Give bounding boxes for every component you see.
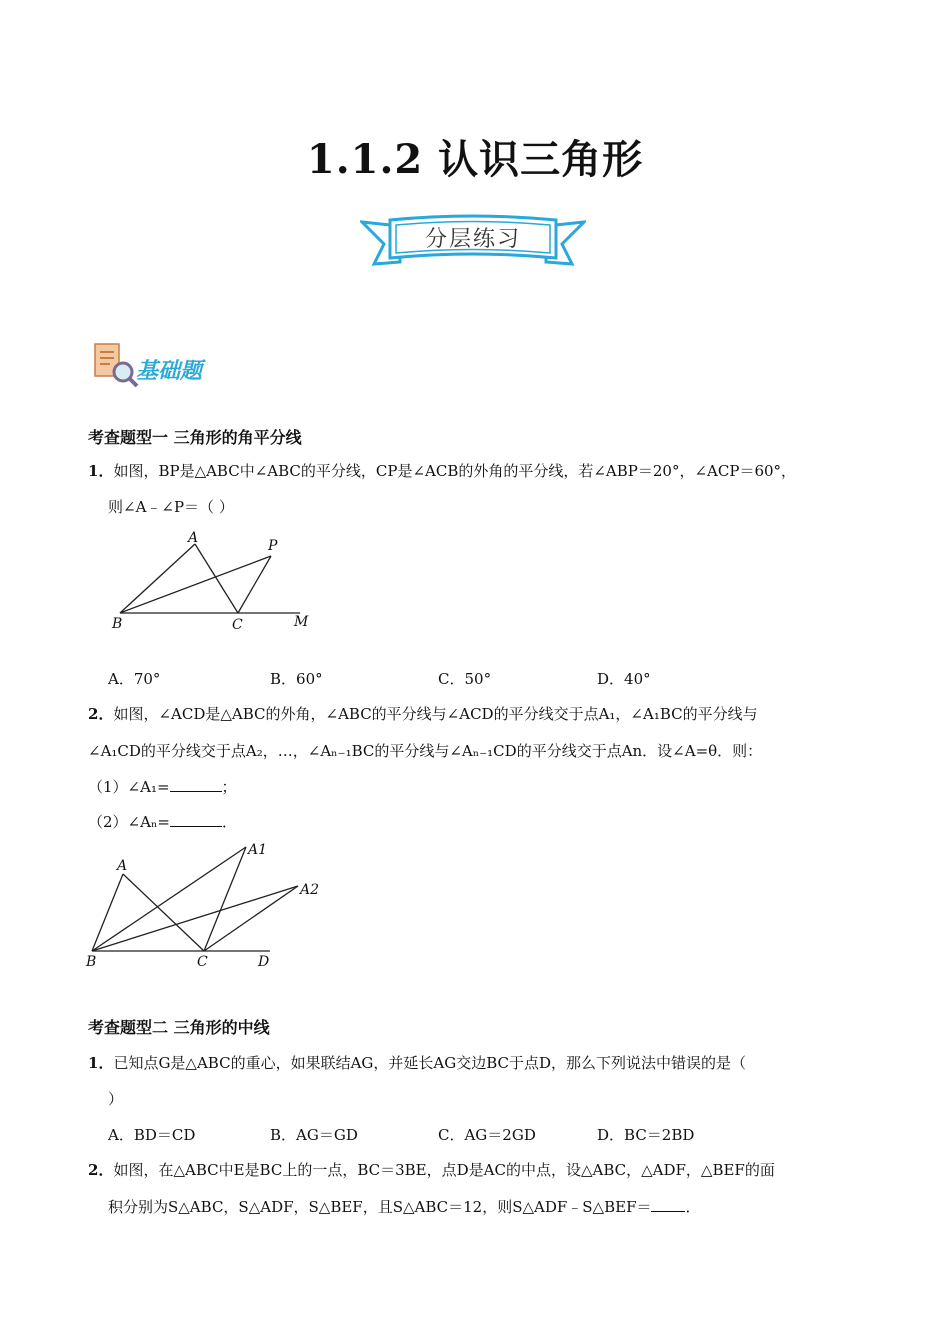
q1-option-d: D．40° (597, 670, 651, 688)
q1-label-m: M (294, 614, 309, 630)
type1-heading: 考查题型一 三角形的角平分线 (88, 428, 302, 447)
q1-label-c: C (232, 617, 243, 633)
q2-line2: ∠A₁CD的平分线交于点A₂，…，∠Aₙ₋₁BC的平分线与∠Aₙ₋₁CD的平分线交于点An．设∠A=θ．则： (88, 742, 763, 760)
t2-q1-option-b: B．AG＝GD (270, 1126, 358, 1144)
q2-label-d: D (258, 954, 270, 970)
q2-sub1: （1）∠A₁= ； (88, 778, 237, 796)
q2-label-b: B (86, 954, 97, 970)
q1-label-p: P (268, 538, 278, 554)
t2-q2-line2: 积分别为S△ABC，S△ADF，S△BEF，且S△ABC＝12，则S△ADF﹣S△BEF＝ ． (108, 1198, 701, 1216)
banner-text: 分层练习 (424, 227, 521, 252)
q1-option-b: B．60° (270, 670, 323, 688)
q2-label-a2: A2 (300, 882, 320, 898)
q1-option-c: C．50° (438, 670, 492, 688)
q2-label-c: C (197, 954, 208, 970)
q1-label-a: A (188, 530, 199, 546)
q2-figure (82, 838, 322, 970)
section-label: 基础题 (136, 359, 203, 384)
q1-line2: 则∠A﹣∠P＝（ ） (108, 498, 234, 516)
t2-q1-option-a: A．BD＝CD (108, 1126, 196, 1144)
t2-q1-line1: 1．已知点G是△ABC的重心，如果联结AG，并延长AG交边BC于点D，那么下列说法中错误的是（ (88, 1054, 747, 1072)
page-title: 1.1.2 认识三角形 (306, 136, 644, 183)
t2-q1-option-c: C．AG＝2GD (438, 1126, 536, 1144)
q2-label-a1: A1 (248, 842, 268, 858)
t2-q1-option-d: D．BC＝2BD (597, 1126, 695, 1144)
q2-line1: 2．如图，∠ACD是△ABC的外角，∠ABC的平分线与∠ACD的平分线交于点A₁，∠A₁BC的平分线与 (88, 705, 758, 723)
t2-q2-line1: 2．如图，在△ABC中E是BC上的一点，BC＝3BE，点D是AC的中点，设△ABC，△ADF，△BEF的面 (88, 1161, 775, 1179)
document-magnifier-icon (93, 342, 139, 388)
q1-label-b: B (112, 616, 123, 632)
type2-heading: 考查题型二 三角形的中线 (88, 1018, 270, 1037)
q1-option-a: A．70° (108, 670, 161, 688)
t2-q1-line2: ） (108, 1090, 124, 1108)
q1-line1: 1．如图，BP是△ABC中∠ABC的平分线，CP是∠ACB的外角的平分线，若∠ABP＝20°，∠ACP＝60°， (88, 462, 797, 480)
q2-label-a: A (117, 858, 128, 874)
q2-sub2: （2）∠Aₙ= ． (88, 813, 238, 831)
q1-figure (108, 528, 328, 636)
